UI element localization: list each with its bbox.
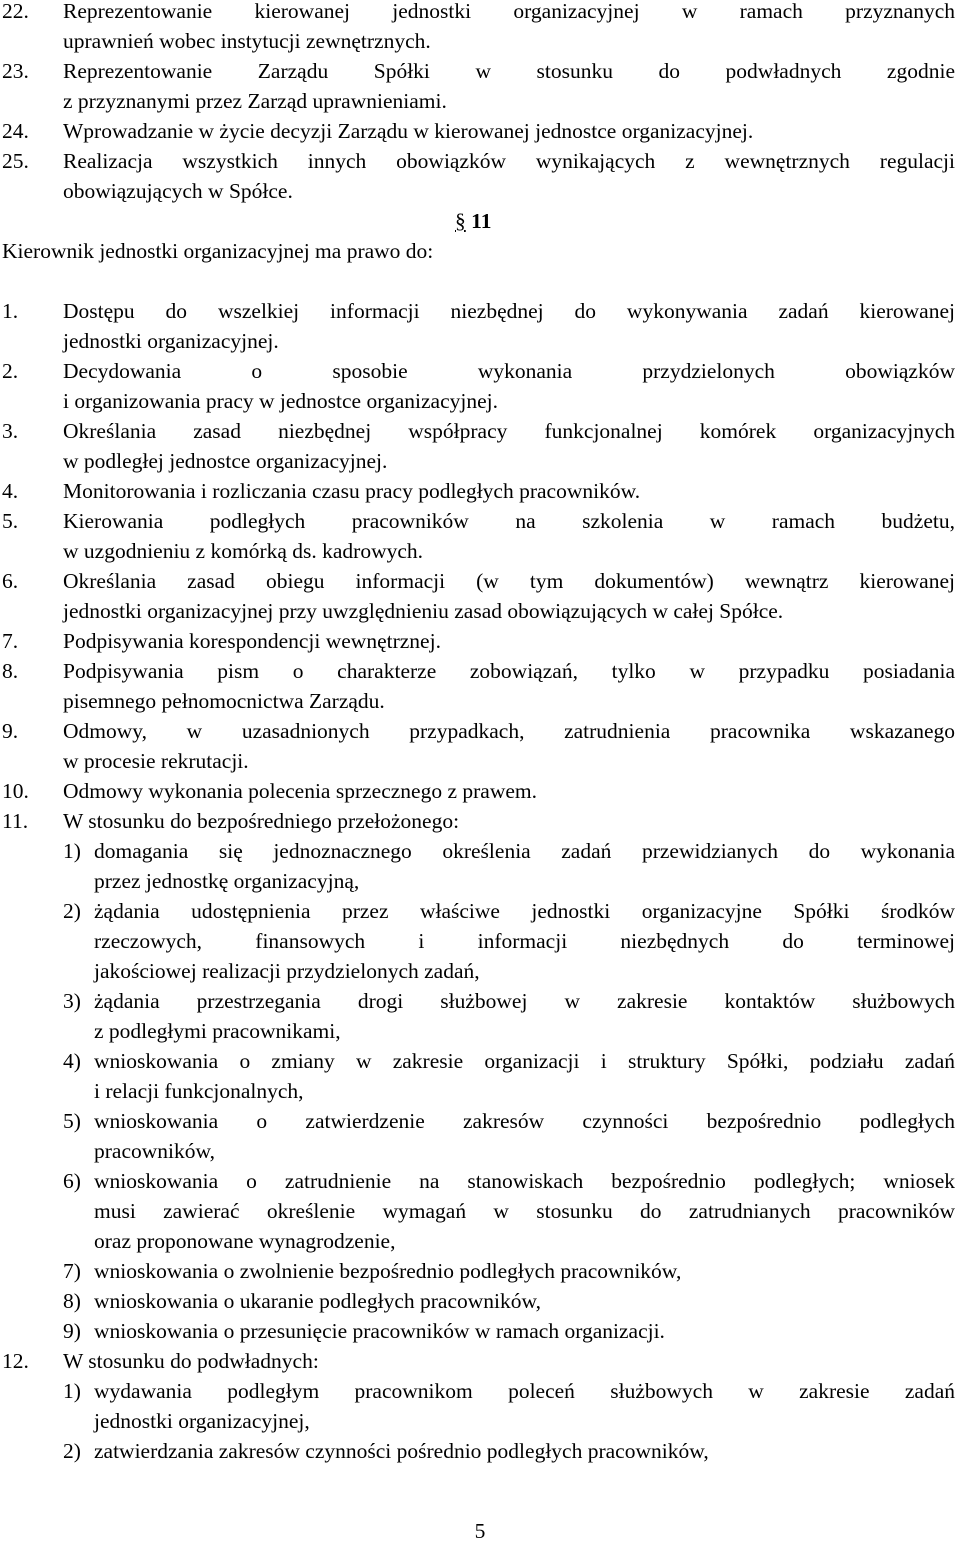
sub-item-text-line: jakościowej realizacji przydzielonych zadań, xyxy=(94,959,480,983)
sub-item-text-line: wnioskowania o ukaranie podległych pracowników, xyxy=(94,1289,541,1313)
item-text-line: Dostępu do wszelkiej informacji niezbędnej do wykonywania zadań kierowanej xyxy=(63,299,955,323)
item-text-line: Monitorowania i rozliczania czasu pracy podległych pracowników. xyxy=(63,479,641,503)
sub-item-text-line: jednostki organizacyjnej, xyxy=(94,1409,310,1433)
item-text-line: obowiązujących w Spółce. xyxy=(63,179,293,203)
item-number: 12. xyxy=(2,1349,29,1373)
sub-item-number: 5) xyxy=(63,1109,81,1133)
sub-item-text-line: z podległymi pracownikami, xyxy=(94,1019,341,1043)
sub-item-number: 7) xyxy=(63,1259,81,1283)
sub-item-text-line: musi zawierać określenie wymagań w stosunku do zatrudnianych pracowników xyxy=(94,1199,955,1223)
item-text-line: Reprezentowanie kierowanej jednostki organizacyjnej w ramach przyznanych xyxy=(63,0,955,23)
item-text-line: Określania zasad niezbędnej współpracy funkcjonalnej komórek organizacyjnych xyxy=(63,419,955,443)
sub-item-number: 9) xyxy=(63,1319,81,1343)
section-symbol: § xyxy=(455,209,466,233)
item-text-line: Wprowadzanie w życie decyzji Zarządu w kierowanej jednostce organizacyjnej. xyxy=(63,119,754,143)
sub-item-text-line: wnioskowania o zatwierdzenie zakresów czynności bezpośrednio podległych xyxy=(94,1109,955,1133)
item-number: 4. xyxy=(2,479,19,503)
item-text-line: W stosunku do bezpośredniego przełożonego: xyxy=(63,809,460,833)
item-number: 11. xyxy=(2,809,29,833)
sub-item-text-line: wnioskowania o zmiany w zakresie organizacji i struktury Spółki, podziału zadań xyxy=(94,1049,955,1073)
item-text-line: Kierowania podległych pracowników na szkolenia w ramach budżetu, xyxy=(63,509,955,533)
item-number: 8. xyxy=(2,659,19,683)
item-text-line: Odmowy wykonania polecenia sprzecznego z prawem. xyxy=(63,779,538,803)
sub-item-number: 3) xyxy=(63,989,81,1013)
item-text-line: Decydowania o sposobie wykonania przydzielonych obowiązków xyxy=(63,359,955,383)
item-number: 5. xyxy=(2,509,19,533)
sub-item-number: 6) xyxy=(63,1169,81,1193)
item-text-line: w procesie rekrutacji. xyxy=(63,749,249,773)
sub-item-text-line: wnioskowania o zwolnienie bezpośrednio podległych pracowników, xyxy=(94,1259,682,1283)
sub-item-number: 1) xyxy=(63,1379,81,1403)
page-number: 5 xyxy=(474,1519,486,1543)
sub-item-number: 8) xyxy=(63,1289,81,1313)
item-number: 7. xyxy=(2,629,19,653)
sub-item-text-line: przez jednostkę organizacyjną, xyxy=(94,869,360,893)
item-number: 25. xyxy=(2,149,29,173)
item-number: 22. xyxy=(2,0,29,23)
sub-item-number: 1) xyxy=(63,839,81,863)
item-text-line: Odmowy, w uzasadnionych przypadkach, zatrudnienia pracownika wskazanego xyxy=(63,719,955,743)
item-text-line: i organizowania pracy w jednostce organizacyjnej. xyxy=(63,389,499,413)
item-number: 10. xyxy=(2,779,29,803)
sub-item-text-line: zatwierdzania zakresów czynności pośrednio podległych pracowników, xyxy=(94,1439,709,1463)
sub-item-text-line: i relacji funkcjonalnych, xyxy=(94,1079,304,1103)
sub-item-number: 4) xyxy=(63,1049,81,1073)
item-number: 3. xyxy=(2,419,19,443)
sub-item-text-line: oraz proponowane wynagrodzenie, xyxy=(94,1229,396,1253)
item-number: 2. xyxy=(2,359,19,383)
section-number: 11 xyxy=(471,209,492,233)
item-number: 6. xyxy=(2,569,19,593)
sub-item-text-line: rzeczowych, finansowych i informacji niezbędnych do terminowej xyxy=(94,929,955,953)
item-number: 1. xyxy=(2,299,19,323)
section-intro: Kierownik jednostki organizacyjnej ma prawo do: xyxy=(2,239,434,263)
sub-item-number: 2) xyxy=(63,899,81,923)
sub-item-number: 2) xyxy=(63,1439,81,1463)
item-text-line: w uzgodnieniu z komórką ds. kadrowych. xyxy=(63,539,424,563)
sub-item-text-line: pracowników, xyxy=(94,1139,216,1163)
item-text-line: Reprezentowanie Zarządu Spółki w stosunku do podwładnych zgodnie xyxy=(63,59,955,83)
sub-item-text-line: żądania udostępnienia przez właściwe jednostki organizacyjne Spółki środków xyxy=(94,899,955,923)
item-number: 9. xyxy=(2,719,19,743)
sub-item-text-line: żądania przestrzegania drogi służbowej w zakresie kontaktów służbowych xyxy=(94,989,955,1013)
item-text-line: Określania zasad obiegu informacji (w tym dokumentów) wewnątrz kierowanej xyxy=(63,569,955,593)
item-text-line: pisemnego pełnomocnictwa Zarządu. xyxy=(63,689,385,713)
section-heading xyxy=(455,206,491,236)
item-text-line: Realizacja wszystkich innych obowiązków wynikających z wewnętrznych regulacji xyxy=(63,149,955,173)
item-number: 23. xyxy=(2,59,29,83)
item-text-line: W stosunku do podwładnych: xyxy=(63,1349,319,1373)
sub-item-text-line: domagania się jednoznacznego określenia zadań przewidzianych do wykonania xyxy=(94,839,955,863)
sub-item-text-line: wydawania podległym pracownikom poleceń służbowych w zakresie zadań xyxy=(94,1379,955,1403)
item-text-line: Podpisywania korespondencji wewnętrznej. xyxy=(63,629,441,653)
item-text-line: jednostki organizacyjnej przy uwzględnieniu zasad obowiązujących w całej Spółce. xyxy=(63,599,784,623)
item-text-line: jednostki organizacyjnej. xyxy=(63,329,279,353)
item-number: 24. xyxy=(2,119,29,143)
item-text-line: uprawnień wobec instytucji zewnętrznych. xyxy=(63,29,431,53)
sub-item-text-line: wnioskowania o zatrudnienie na stanowiskach bezpośrednio podległych; wniosek xyxy=(94,1169,955,1193)
item-text-line: Podpisywania pism o charakterze zobowiązań, tylko w przypadku posiadania xyxy=(63,659,955,683)
item-text-line: w podległej jednostce organizacyjnej. xyxy=(63,449,388,473)
item-text-line: z przyznanymi przez Zarząd uprawnieniami. xyxy=(63,89,447,113)
sub-item-text-line: wnioskowania o przesunięcie pracowników w ramach organizacji. xyxy=(94,1319,665,1343)
